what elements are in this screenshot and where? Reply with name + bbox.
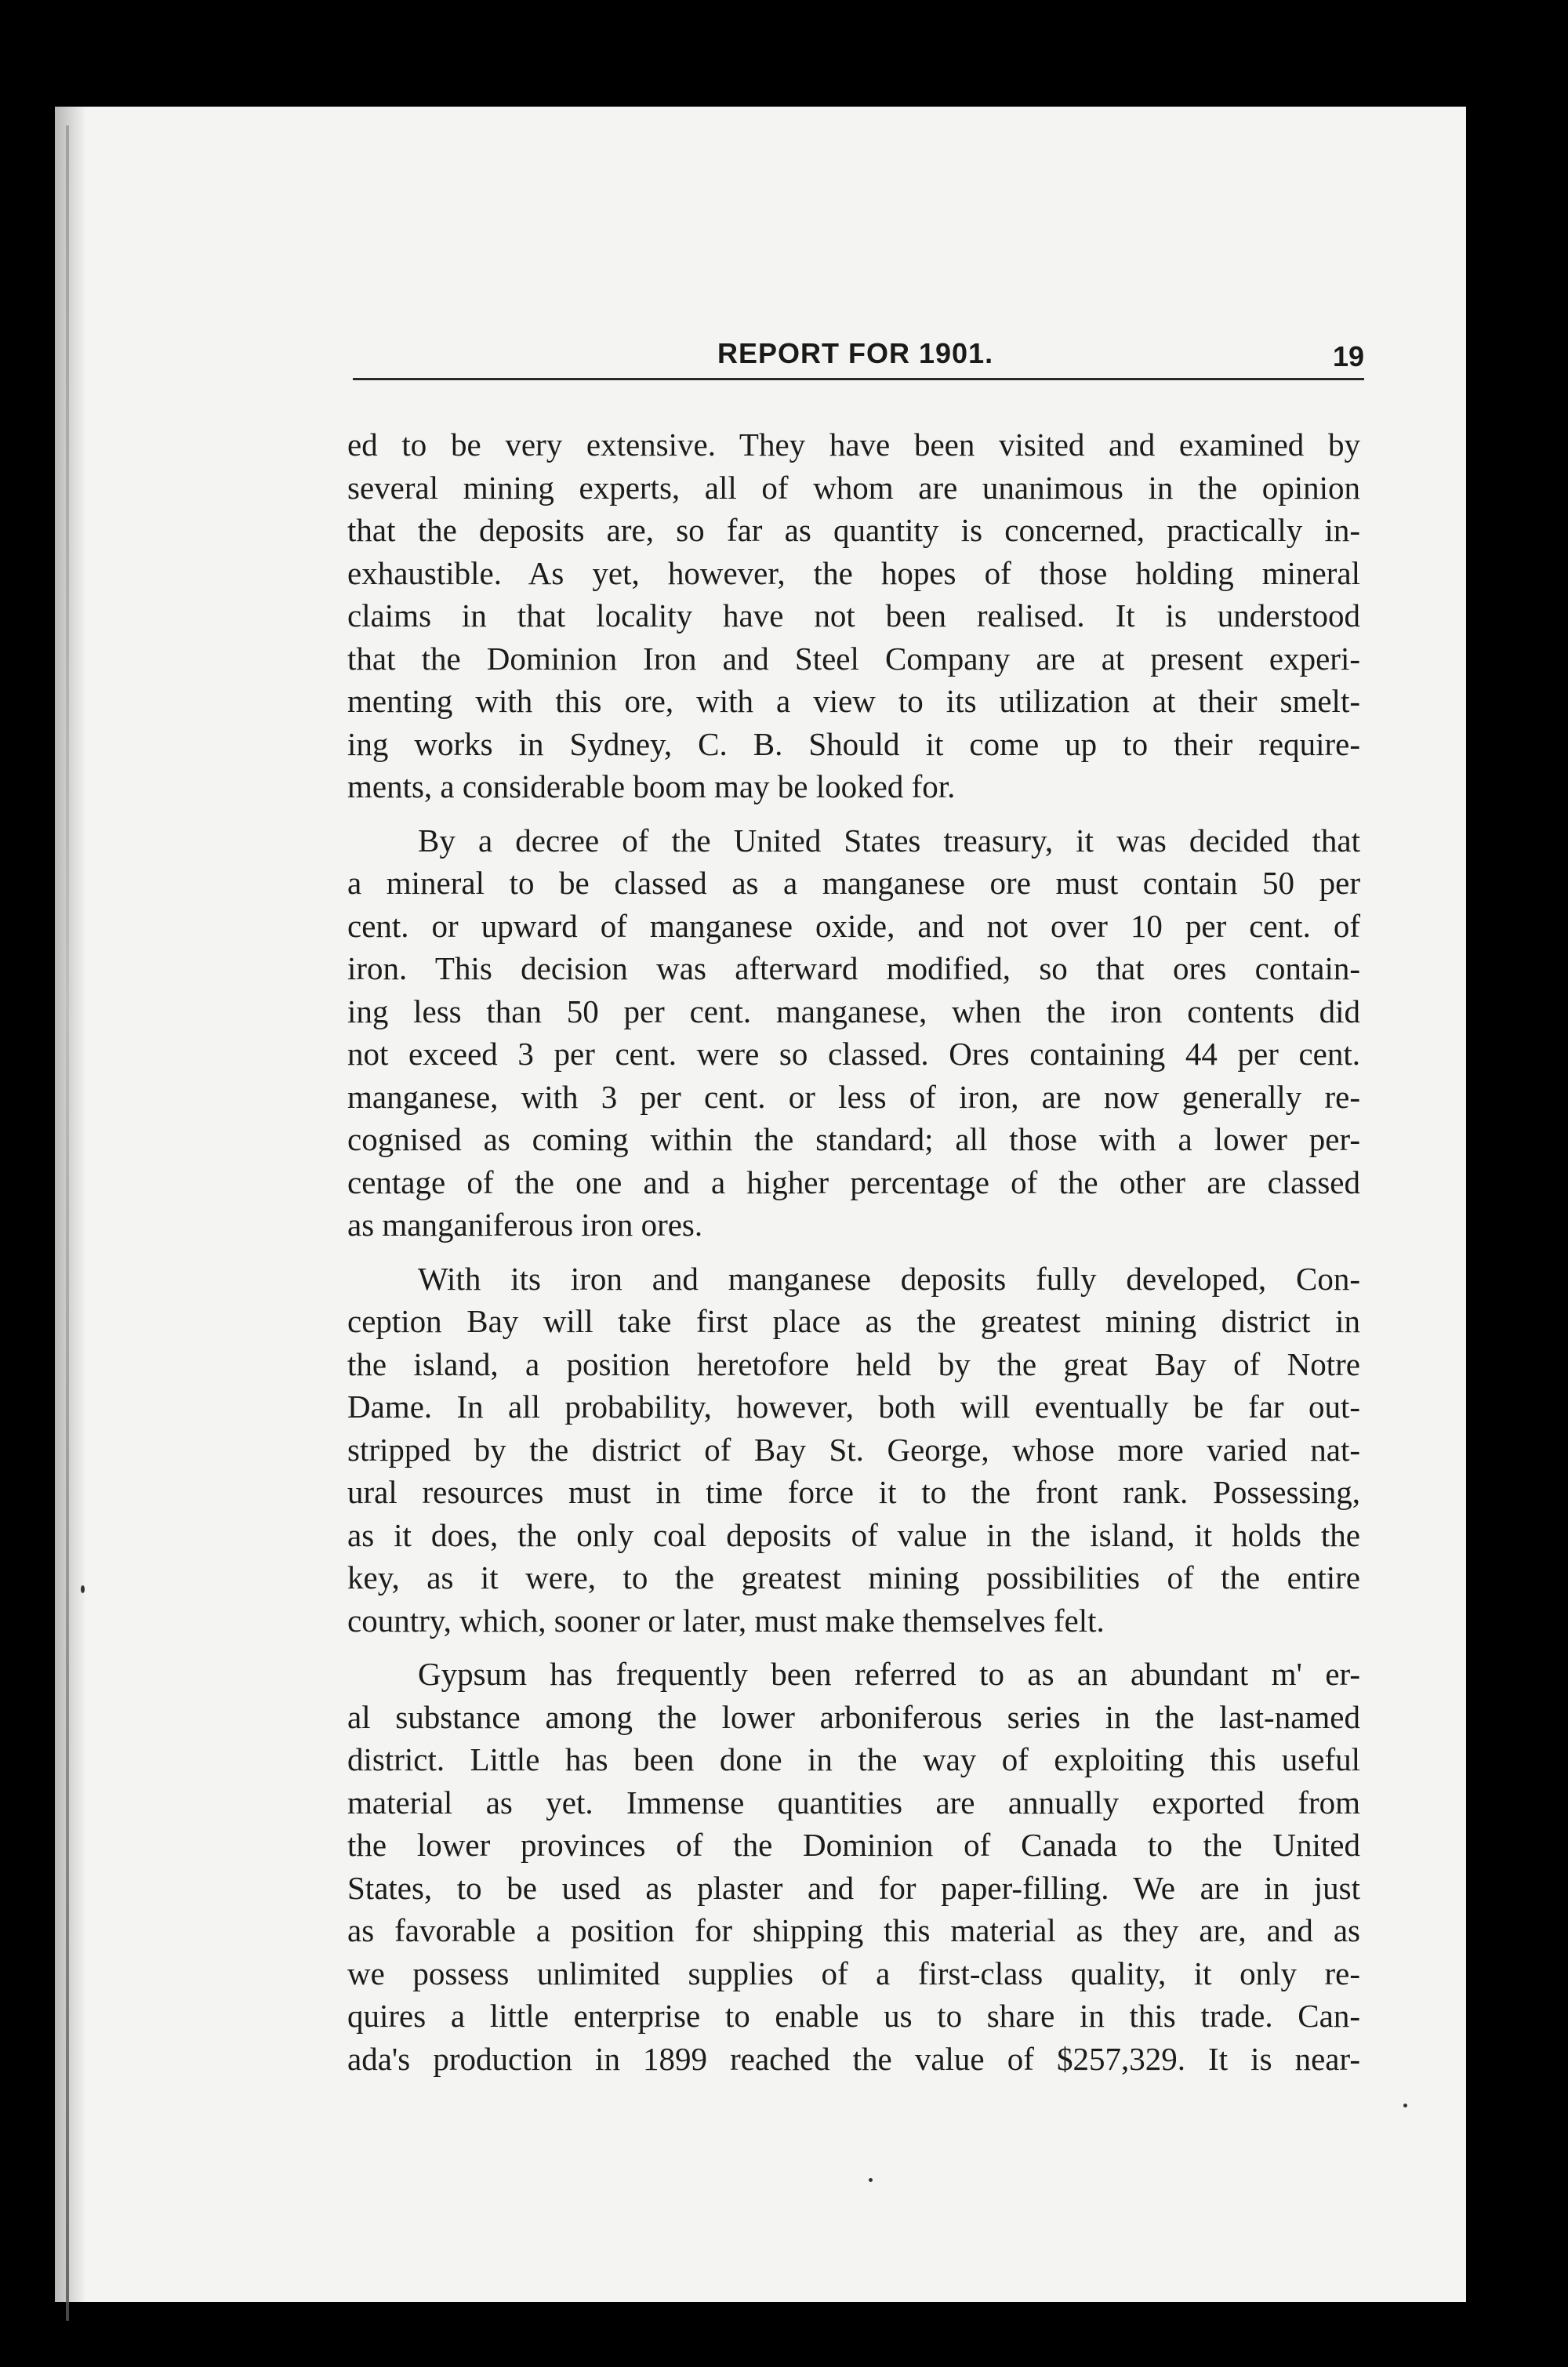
text-line: By a decree of the United States treasury, it was decided that (418, 822, 1360, 859)
text-line: as it does, the only coal deposits of value in the island, it holds the (347, 1516, 1360, 1553)
speck-mark (81, 1585, 85, 1593)
text-line: we possess unlimited supplies of a first-class quality, it only re- (347, 1955, 1360, 1991)
binding-shadow (55, 107, 86, 2302)
text-line: cognised as coming within the standard; all those with a lower per- (347, 1121, 1360, 1157)
text-line: cent. or upward of manganese oxide, and not over 10 per cent. of (347, 907, 1360, 944)
text-line: ception Bay will take first place as the greatest mining district in (347, 1303, 1360, 1339)
text-line: claims in that locality have not been realised. It is understood (347, 597, 1360, 633)
paragraph (347, 1653, 1360, 2080)
text-line: a mineral to be classed as a manganese ore must contain 50 per (347, 865, 1360, 901)
text-line: iron. This decision was afterward modified, so that ores contain- (347, 950, 1360, 986)
text-line: menting with this ore, with a view to its utilization at their smelt- (347, 683, 1360, 719)
text-line: quires a little enterprise to enable us to share in this trade. Can- (347, 1998, 1360, 2034)
text-line: Dame. In all probability, however, both will eventually be far out- (347, 1389, 1360, 1425)
paragraph (347, 819, 1360, 1247)
text-line: ed to be very extensive. They have been visited and examined by (347, 427, 1360, 463)
text-line: stripped by the district of Bay St. George, whose more varied nat- (347, 1431, 1360, 1468)
header-title: REPORT FOR 1901. (717, 337, 994, 369)
text-line: al substance among the lower arboniferous series in the last-named (347, 1698, 1360, 1735)
text-line: centage of the one and a higher percentage of the other are classed (347, 1164, 1360, 1200)
text-line: ural resources must in time force it to the front rank. Possessing, (347, 1474, 1360, 1510)
running-header (353, 329, 1364, 384)
paragraph (347, 423, 1360, 808)
text-line: Gypsum has frequently been referred to as an abundant m' er- (418, 1656, 1360, 1692)
text-line: as manganiferous iron ores. (347, 1207, 703, 1243)
text-line: ada's production in 1899 reached the value of $257,329. It is near- (347, 2040, 1360, 2077)
text-line: material as yet. Immense quantities are annually exported from (347, 1784, 1360, 1821)
text-line: With its iron and manganese deposits fully developed, Con- (418, 1260, 1360, 1297)
text-line: States, to be used as plaster and for paper-filling. We are in just (347, 1869, 1360, 1906)
header-rule (353, 378, 1364, 380)
paragraph-gap (347, 1247, 1360, 1258)
text-line: not exceed 3 per cent. were so classed. Ores containing 44 per cent. (347, 1036, 1360, 1072)
paragraph (347, 1258, 1360, 1643)
text-line: the lower provinces of the Dominion of Canada to the United (347, 1827, 1360, 1863)
binding-edge (66, 125, 69, 2321)
text-line: that the Dominion Iron and Steel Company are at present experi- (347, 640, 1360, 677)
speck-mark (869, 2178, 873, 2182)
speck-mark (1403, 2104, 1407, 2107)
paragraph-gap (347, 1642, 1360, 1653)
text-line: ments, a considerable boom may be looked for. (347, 768, 956, 804)
text-line: ing works in Sydney, C. B. Should it come up to their require- (347, 725, 1360, 762)
text-line: as favorable a position for shipping this material as they are, and as (347, 1912, 1360, 1948)
text-line: that the deposits are, so far as quantity is concerned, practically in- (347, 512, 1360, 548)
paragraph-gap (347, 808, 1360, 819)
page-number: 19 (1332, 340, 1364, 372)
text-line: country, which, sooner or later, must make themselves felt. (347, 1602, 1105, 1639)
text-line: ing less than 50 per cent. manganese, when the iron contents did (347, 993, 1360, 1029)
text-line: the island, a position heretofore held by the great Bay of Notre (347, 1345, 1360, 1382)
body-text (347, 423, 1360, 2080)
text-line: district. Little has been done in the way of exploiting this useful (347, 1741, 1360, 1777)
text-line: exhaustible. As yet, however, the hopes of those holding mineral (347, 554, 1360, 591)
text-line: several mining experts, all of whom are unanimous in the opinion (347, 469, 1360, 506)
text-line: manganese, with 3 per cent. or less of iron, are now generally re- (347, 1078, 1360, 1115)
text-line: key, as it were, to the greatest mining possibilities of the entire (347, 1559, 1360, 1596)
